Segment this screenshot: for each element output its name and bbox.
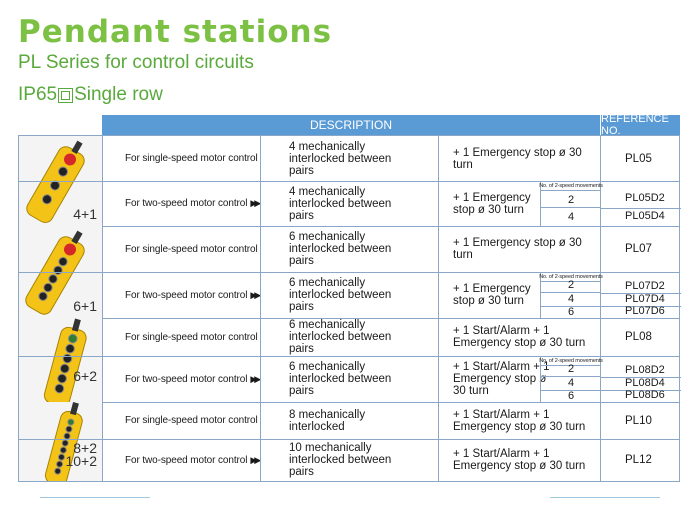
extras-text: + 1 Emergency stop ø 30 turn xyxy=(453,283,531,307)
speed-movements-header: No. of 2-speed movements xyxy=(541,356,601,366)
square-symbol-icon xyxy=(58,88,73,103)
control-type-text: For single-speed motor control xyxy=(125,243,258,255)
table-row xyxy=(18,181,680,227)
buttons-text: 6 mechanically interlocked between pairs xyxy=(289,319,392,355)
control-type-text: For two-speed motor control xyxy=(125,198,248,209)
reference-number: PL08 xyxy=(625,331,652,343)
reference-number: PL08D6 xyxy=(625,388,665,401)
speed-movements-subgrid xyxy=(540,356,601,402)
extras-text: + 1 Start/Alarm + 1 Emergency stop ø 30 turn xyxy=(453,448,586,472)
reference-number: PL05D2 xyxy=(625,192,665,204)
extras-cell xyxy=(438,136,600,181)
rating-suffix: Single row xyxy=(74,84,163,105)
group-label: 6+1 xyxy=(73,298,97,314)
table-row xyxy=(18,402,680,440)
group-label: 4+1 xyxy=(73,206,97,222)
buttons-text: 4 mechanically interlocked between pairs xyxy=(289,185,392,222)
double-arrow-icon: ▶▶ xyxy=(250,198,259,208)
group-label: 8+2 10+2 xyxy=(65,440,97,469)
table-body xyxy=(18,135,680,478)
extras-cell xyxy=(438,226,600,272)
extras-text: + 1 Emergency stop ø 30 turn xyxy=(453,191,531,216)
control-type-cell xyxy=(102,226,260,272)
table-row xyxy=(18,272,680,319)
speed-movements-header: No. of 2-speed movements xyxy=(541,181,601,191)
buttons-cell xyxy=(260,318,438,356)
control-type-text: For single-speed motor control xyxy=(125,331,258,343)
control-type-cell xyxy=(102,318,260,356)
extras-cell xyxy=(438,402,600,439)
reference-cell xyxy=(600,439,680,481)
double-arrow-icon: ▶▶ xyxy=(250,454,259,465)
control-type-cell xyxy=(102,272,260,318)
buttons-text: 10 mechanically interlocked between pairs xyxy=(289,442,392,478)
footer-rule-right xyxy=(550,497,660,498)
control-type-cell xyxy=(102,136,260,181)
buttons-cell xyxy=(260,439,438,481)
table-row xyxy=(18,136,680,182)
buttons-cell xyxy=(260,402,438,439)
table-row xyxy=(18,226,680,273)
extras-text: + 1 Start/Alarm + 1 Emergency stop ø 30 turn xyxy=(453,361,550,397)
speed-movements-subgrid xyxy=(540,272,601,318)
reference-number: PL12 xyxy=(625,454,652,466)
control-type-text: For single-speed motor control xyxy=(125,153,258,164)
buttons-cell xyxy=(260,356,438,402)
control-type-text: For two-speed motor control xyxy=(125,289,248,301)
description-header: DESCRIPTION xyxy=(102,115,601,135)
buttons-text: 6 mechanically interlocked between pairs xyxy=(289,277,392,313)
table-row xyxy=(18,318,680,357)
reference-number: PL07D4 xyxy=(625,292,665,305)
speed-movement-count: 4 xyxy=(541,377,601,390)
reference-number: PL05D4 xyxy=(625,210,665,222)
double-arrow-icon: ▶▶ xyxy=(250,373,259,384)
speed-movement-count: 4 xyxy=(567,211,575,223)
reference-number: PL07D2 xyxy=(625,280,665,293)
table-row xyxy=(18,356,680,403)
control-type-cell xyxy=(102,181,260,226)
footer-rule-left xyxy=(40,497,150,498)
extras-cell xyxy=(438,439,600,481)
double-arrow-icon: ▶▶ xyxy=(250,289,259,300)
reference-number: PL07D6 xyxy=(625,304,665,317)
speed-movement-count: 2 xyxy=(541,356,601,377)
extras-text: + 1 Emergency stop ø 30 turn xyxy=(453,237,582,261)
rating-prefix: IP65 xyxy=(18,84,58,105)
control-type-cell xyxy=(102,402,260,439)
reference-cell xyxy=(600,272,680,318)
reference-cell xyxy=(600,226,680,272)
control-type-cell xyxy=(102,439,260,481)
speed-movement-count: 2 xyxy=(541,181,601,208)
reference-cell xyxy=(600,356,680,402)
reference-cell xyxy=(600,136,680,181)
extras-text: + 1 Start/Alarm + 1 Emergency stop ø 30 turn xyxy=(453,325,586,349)
control-type-text: For single-speed motor control xyxy=(125,415,258,426)
speed-movement-count: 2 xyxy=(541,272,601,293)
extras-cell xyxy=(438,318,600,356)
speed-movement-count: 4 xyxy=(541,293,601,306)
reference-number: PL08D2 xyxy=(625,364,665,377)
buttons-text: 6 mechanically interlocked between pairs xyxy=(289,361,392,397)
extras-text: + 1 Start/Alarm + 1 Emergency stop ø 30 turn xyxy=(453,408,586,433)
buttons-cell xyxy=(260,272,438,318)
speed-movements-header: No. of 2-speed movements xyxy=(541,272,601,282)
buttons-text: 8 mechanically interlocked xyxy=(289,408,366,433)
control-type-text: For two-speed motor control xyxy=(125,454,248,466)
reference-number: PL07 xyxy=(625,243,652,255)
reference-cell xyxy=(600,181,680,226)
speed-movement-count: 6 xyxy=(567,305,575,318)
control-type-cell xyxy=(102,356,260,402)
buttons-text: 6 mechanically interlocked between pairs xyxy=(289,231,392,267)
buttons-text: 4 mechanically interlocked between pairs xyxy=(289,140,392,177)
rating-line xyxy=(18,84,163,106)
page-subtitle: PL Series for control circuits xyxy=(18,52,254,73)
buttons-cell xyxy=(260,226,438,272)
group-label: 6+2 xyxy=(73,368,97,384)
table-header xyxy=(102,115,680,135)
table-row xyxy=(18,439,680,482)
reference-cell xyxy=(600,318,680,356)
reference-cell xyxy=(600,402,680,439)
control-type-text: For two-speed motor control xyxy=(125,373,248,385)
buttons-cell xyxy=(260,181,438,226)
reference-divider xyxy=(601,208,681,209)
speed-movement-count: 6 xyxy=(567,389,575,402)
page-title: Pendant stations xyxy=(18,14,333,50)
speed-movements-subgrid xyxy=(540,181,601,226)
reference-number: PL08D4 xyxy=(625,376,665,389)
extras-text: + 1 Emergency stop ø 30 turn xyxy=(453,146,582,171)
reference-number: PL05 xyxy=(625,152,652,165)
reference-header: REFERENCE NO. xyxy=(601,115,680,135)
reference-number: PL10 xyxy=(625,414,652,427)
buttons-cell xyxy=(260,136,438,181)
